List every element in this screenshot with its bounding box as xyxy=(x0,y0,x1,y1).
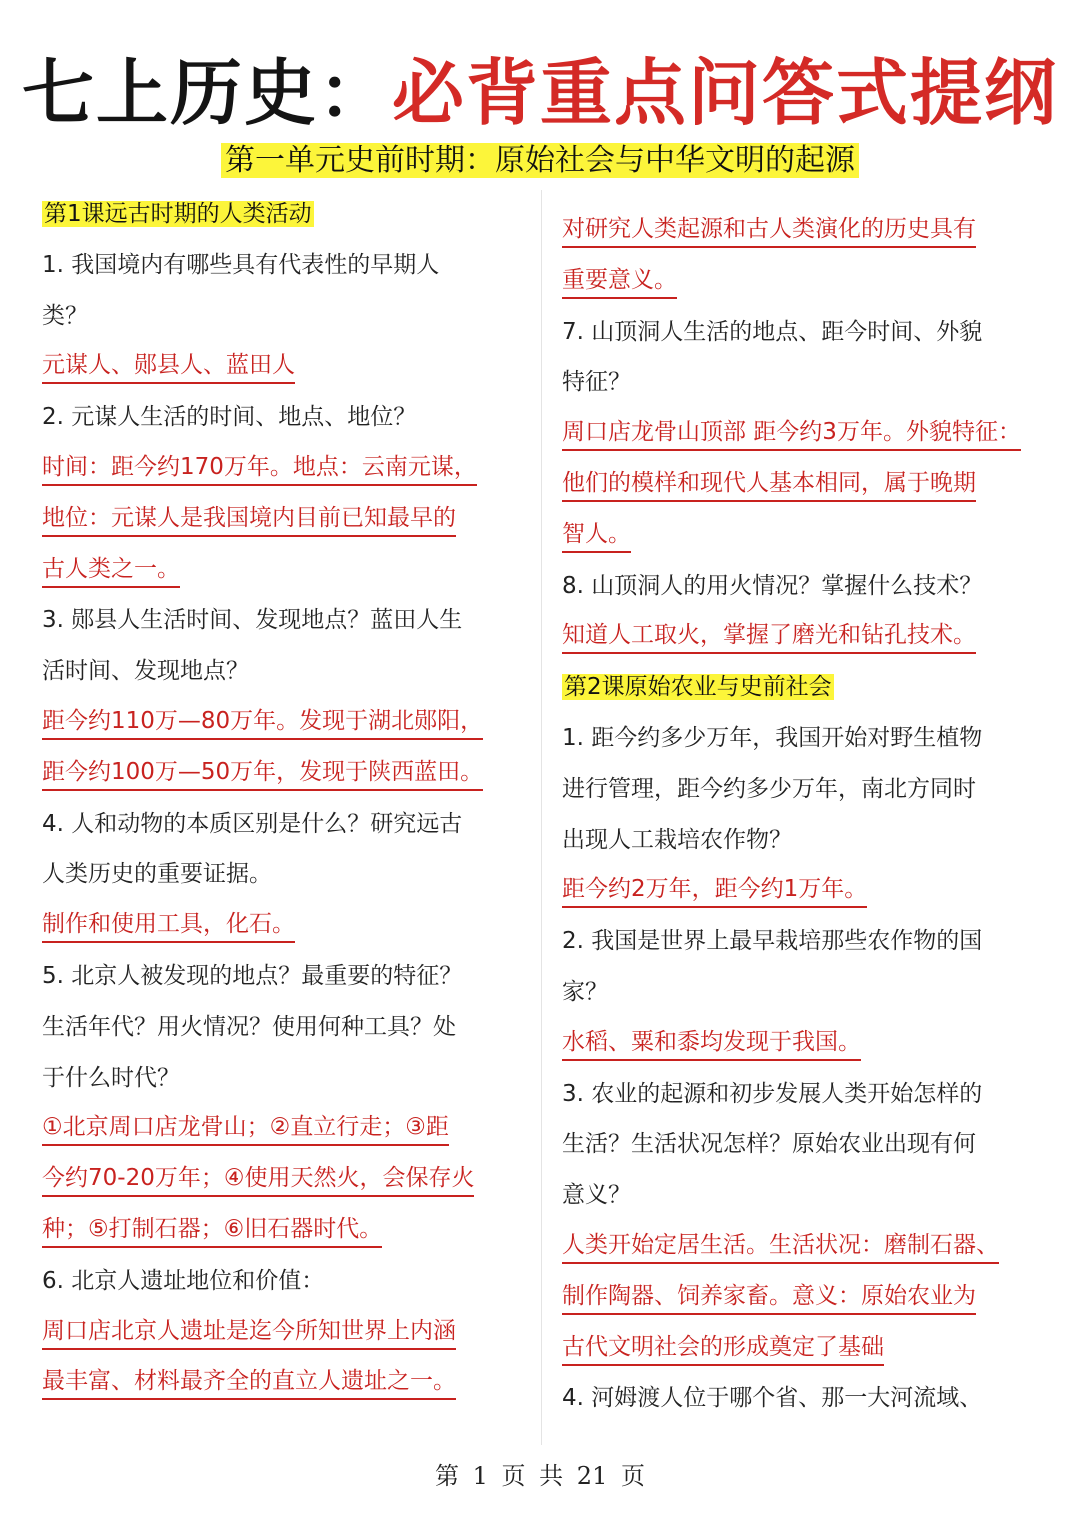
answer-line: 元谋人、郧县人、蓝田人 xyxy=(42,348,295,384)
question-line: 4. 河姆渡人位于哪个省、那一大河流域、 xyxy=(562,1385,983,1411)
question-line: 6. 北京人遗址地位和价值： xyxy=(42,1268,325,1294)
page-title xyxy=(0,48,1080,138)
answer-line: 时间：距今约170万年。地点：云南元谋， xyxy=(42,450,477,486)
page-footer: 第 1 页 共 21 页 xyxy=(435,1462,645,1490)
unit-title xyxy=(0,138,1080,184)
question-line: 2. 我国是世界上最早栽培那些农作物的国 xyxy=(562,928,983,954)
lesson-title-text: 第2课原始农业与史前社会 xyxy=(564,674,832,700)
question-line: 人类历史的重要证据。 xyxy=(42,861,272,887)
page-title-prefix: 七上历史： xyxy=(21,51,392,135)
answer-line: 制作陶器、饲养家畜。意义：原始农业为 xyxy=(562,1279,976,1315)
answer-line: 地位：元谋人是我国境内目前已知最早的 xyxy=(42,501,456,537)
question-line: 家？ xyxy=(562,979,608,1005)
answer-line: 最丰富、材料最齐全的直立人遗址之一。 xyxy=(42,1364,456,1400)
question-line: 进行管理，距今约多少万年，南北方同时 xyxy=(562,776,976,802)
answer-line: 重要意义。 xyxy=(562,263,677,299)
answer-line: 距今约110万—80万年。发现于湖北郧阳， xyxy=(42,704,483,740)
question-line: 3. 农业的起源和初步发展人类开始怎样的 xyxy=(562,1081,983,1107)
question-line: 意义？ xyxy=(562,1182,631,1208)
answer-line: 古代文明社会的形成奠定了基础 xyxy=(562,1330,884,1366)
answer-line: 他们的模样和现代人基本相同，属于晚期 xyxy=(562,466,976,502)
answer-line: 人类开始定居生活。生活状况：磨制石器、 xyxy=(562,1228,999,1264)
question-line: 活时间、发现地点？ xyxy=(42,658,249,684)
question-line: 3. 郧县人生活时间、发现地点？蓝田人生 xyxy=(42,607,463,633)
answer-line: 对研究人类起源和古人类演化的历史具有 xyxy=(562,212,976,248)
question-line: 1. 我国境内有哪些具有代表性的早期人 xyxy=(42,252,440,278)
answer-line: ①北京周口店龙骨山；②直立行走；③距 xyxy=(42,1110,449,1146)
answer-line: 周口店龙骨山顶部 距今约3万年。外貌特征： xyxy=(562,415,1021,451)
answer-line: 种；⑤打制石器；⑥旧石器时代。 xyxy=(42,1212,382,1248)
question-line: 特征？ xyxy=(562,369,631,395)
answer-line: 制作和使用工具，化石。 xyxy=(42,907,295,943)
answer-line: 知道人工取火，掌握了磨光和钻孔技术。 xyxy=(562,618,976,654)
answer-line: 智人。 xyxy=(562,517,631,553)
question-line: 出现人工栽培农作物？ xyxy=(562,827,792,853)
question-line: 生活年代？用火情况？使用何种工具？处 xyxy=(42,1014,456,1040)
lesson-title xyxy=(562,669,834,705)
answer-line: 水稻、粟和黍均发现于我国。 xyxy=(562,1025,861,1061)
page-title-highlight: 必背重点问答式提纲 xyxy=(392,51,1059,135)
unit-title-text: 第一单元史前时期：原始社会与中华文明的起源 xyxy=(221,143,859,178)
lesson-title-text: 第1课远古时期的人类活动 xyxy=(44,201,312,227)
question-line: 4. 人和动物的本质区别是什么？研究远古 xyxy=(42,811,463,837)
question-line: 于什么时代？ xyxy=(42,1065,180,1091)
lesson-title xyxy=(42,196,314,232)
answer-line: 距今约100万—50万年，发现于陕西蓝田。 xyxy=(42,755,483,791)
answer-line: 距今约2万年，距今约1万年。 xyxy=(562,872,867,908)
question-line: 8. 山顶洞人的用火情况？掌握什么技术？ xyxy=(562,573,983,599)
question-line: 生活？生活状况怎样？原始农业出现有何 xyxy=(562,1131,976,1157)
answer-line: 周口店北京人遗址是迄今所知世界上内涵 xyxy=(42,1314,456,1350)
answer-line: 今约70-20万年；④使用天然火，会保存火 xyxy=(42,1161,474,1197)
question-line: 1. 距今约多少万年，我国开始对野生植物 xyxy=(562,725,983,751)
question-line: 类？ xyxy=(42,303,88,329)
column-divider xyxy=(541,190,542,1445)
answer-line: 古人类之一。 xyxy=(42,552,180,588)
question-line: 7. 山顶洞人生活的地点、距今时间、外貌 xyxy=(562,319,983,345)
question-line: 5. 北京人被发现的地点？最重要的特征？ xyxy=(42,963,463,989)
question-line: 2. 元谋人生活的时间、地点、地位？ xyxy=(42,404,417,430)
